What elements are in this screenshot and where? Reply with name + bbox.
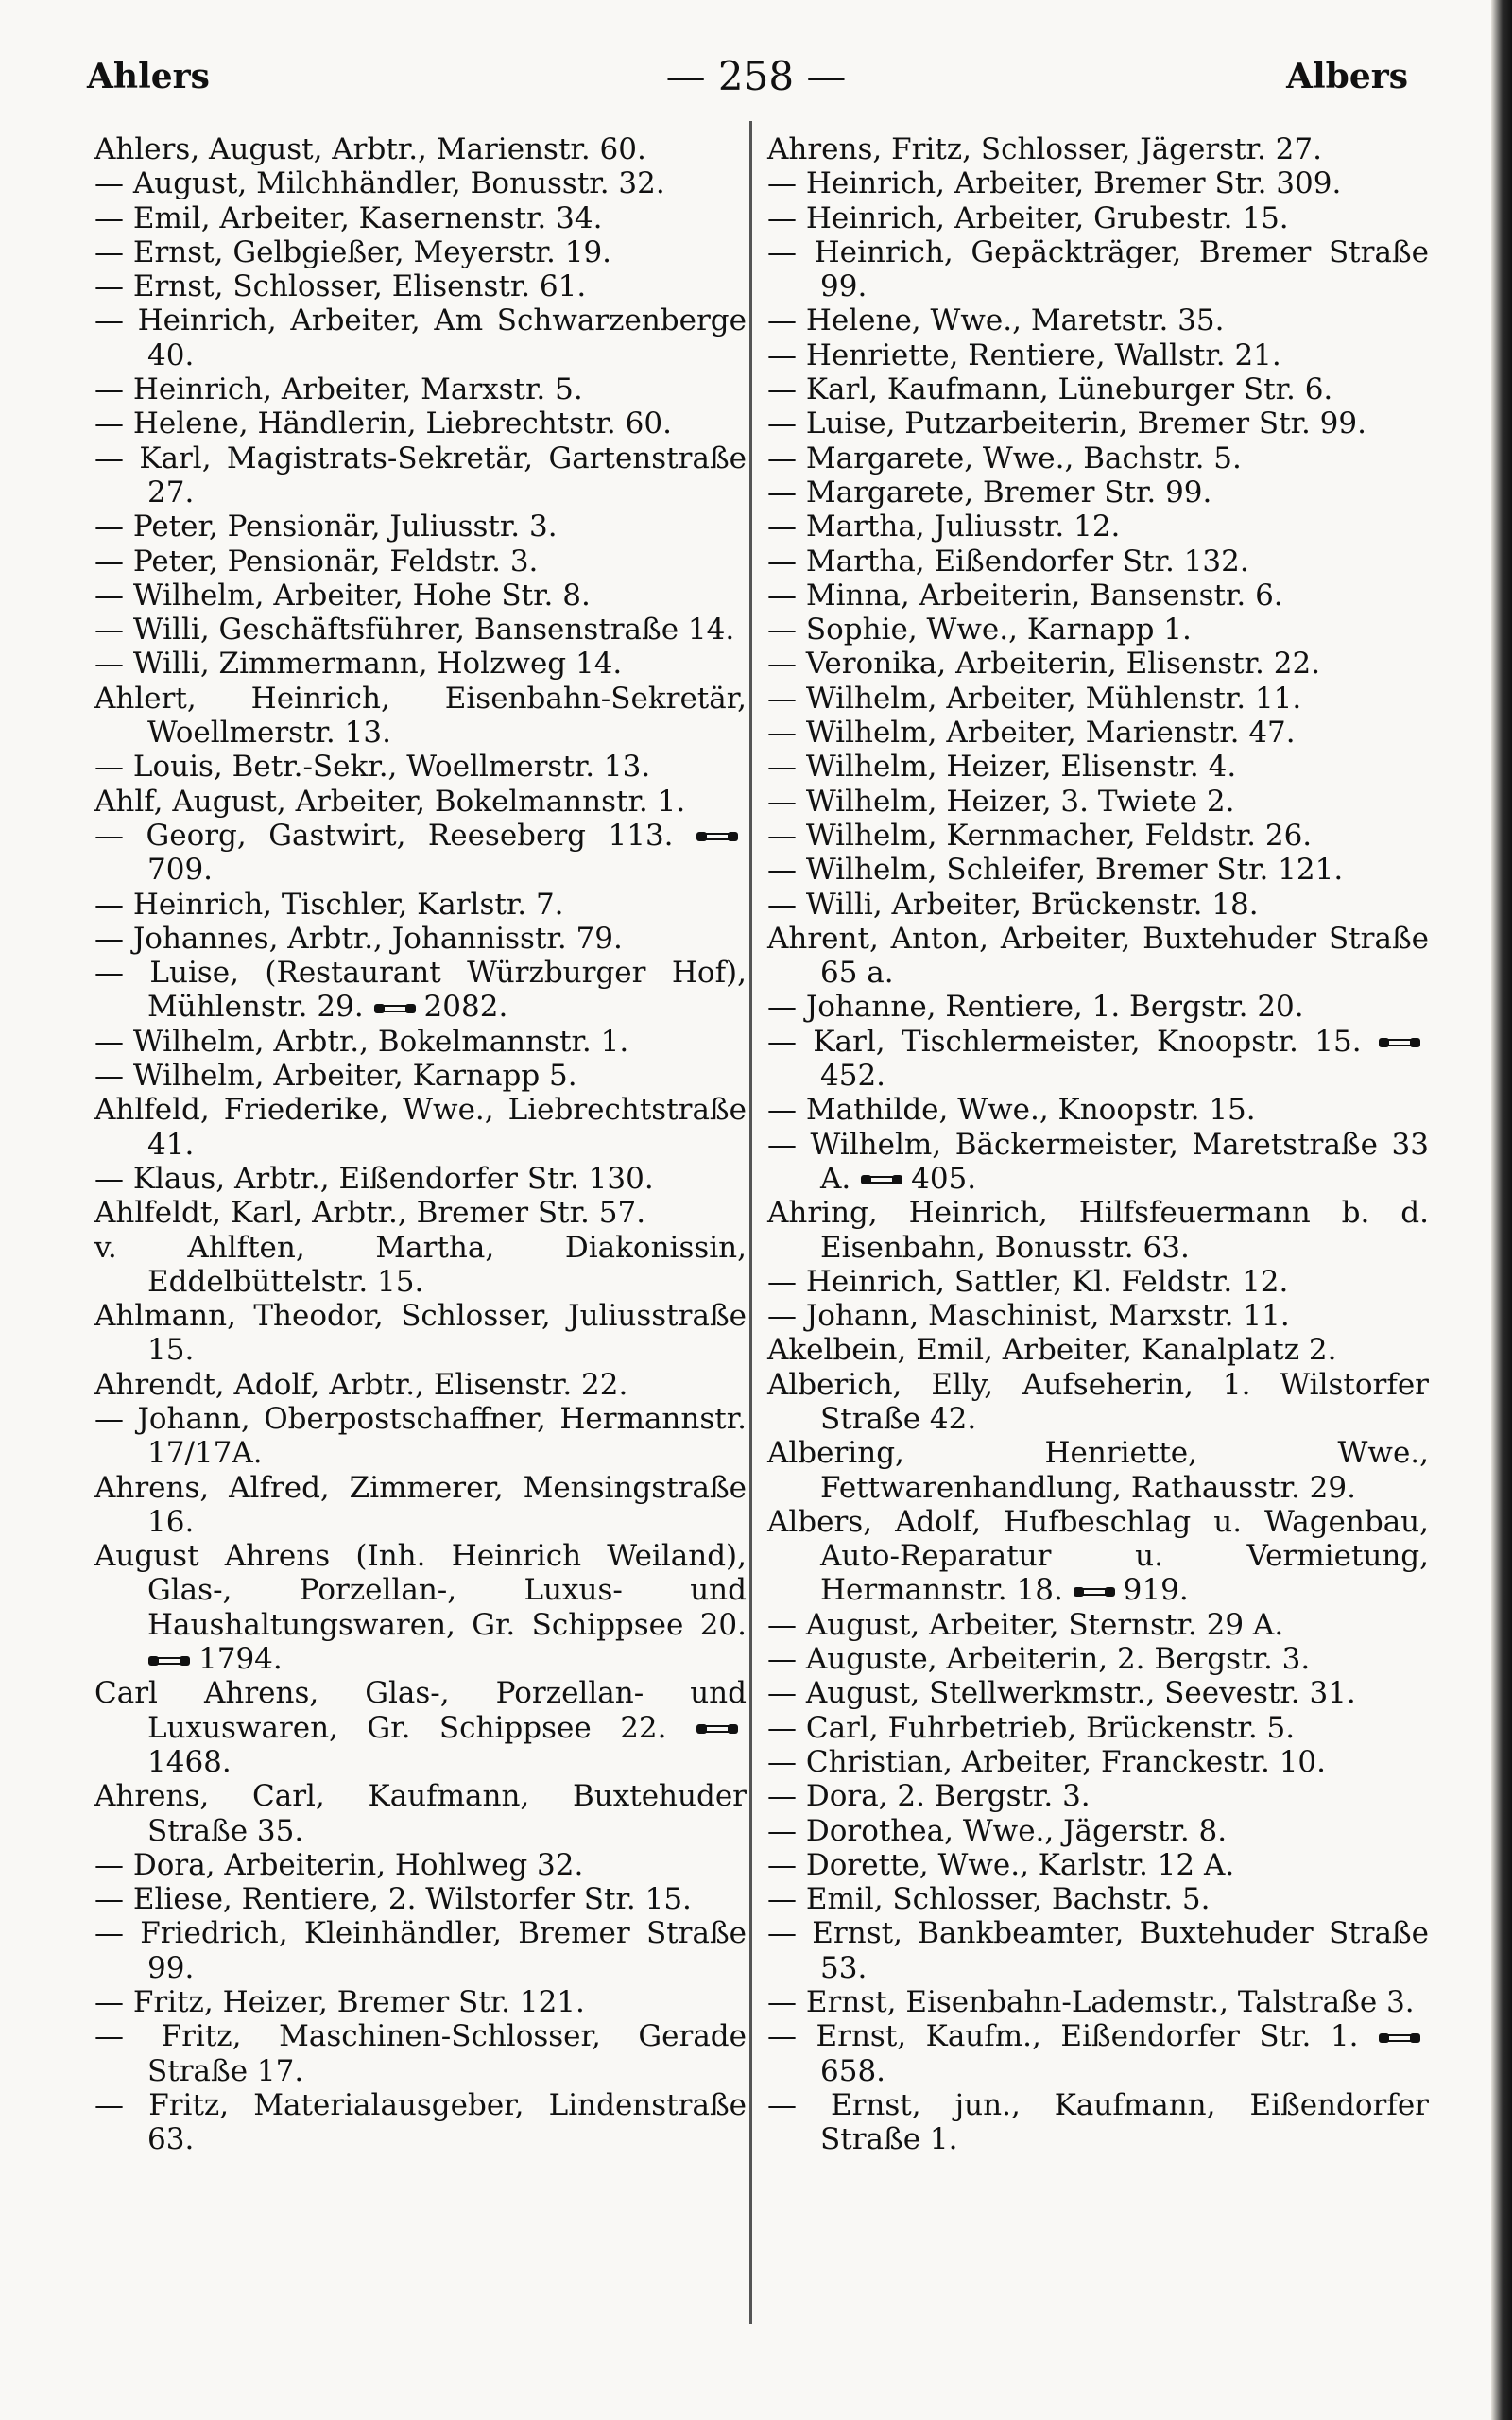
entry-text: Ahrens, Fritz, Schlosser, Jägerstr. 27.: [767, 132, 1322, 166]
directory-entry: [94, 647, 747, 681]
directory-entry: [94, 510, 747, 544]
entry-text: — Wilhelm, Arbtr., Bokelmannstr. 1.: [94, 1024, 629, 1059]
entry-text: — Wilhelm, Arbeiter, Hohe Str. 8.: [94, 578, 591, 613]
entry-text: Ahrent, Anton, Arbeiter, Buxtehuder Straße 65 a.: [767, 921, 1429, 991]
directory-entry: [767, 372, 1429, 406]
directory-entry: [94, 1196, 747, 1230]
directory-entry: [94, 1916, 747, 1985]
directory-entry: [94, 888, 747, 922]
entry-text: — August, Milchhändler, Bonusstr. 32.: [94, 166, 665, 201]
entry-text: — Sophie, Wwe., Karnapp 1.: [767, 613, 1192, 648]
entry-text: Ahlf, August, Arbeiter, Bokelmannstr. 1.: [94, 784, 686, 819]
directory-entry: [94, 922, 747, 956]
phone-number: 1468.: [147, 1744, 232, 1779]
directory-entry: [767, 1882, 1429, 1916]
entry-text: — Karl, Tischlermeister, Knoopstr. 15.: [767, 1024, 1362, 1059]
directory-entry: [767, 1745, 1429, 1779]
phone-number: 658.: [820, 2053, 886, 2088]
entry-text: — Friedrich, Kleinhändler, Bremer Straße 99.: [94, 1916, 747, 1985]
entry-text: — Wilhelm, Bäckermeister, Maretstraße 33 A.: [767, 1127, 1429, 1196]
directory-entry: [767, 1779, 1429, 1813]
entry-text: — Georg, Gastwirt, Reeseberg 113.: [94, 818, 674, 853]
page-edge-shadow: [1491, 0, 1512, 2420]
entry-text: Ahlfeldt, Karl, Arbtr., Bremer Str. 57.: [94, 1196, 646, 1231]
entry-text: — Johann, Maschinist, Marxstr. 11.: [767, 1299, 1290, 1334]
directory-entry: [94, 1676, 747, 1779]
phone-number: 1794.: [198, 1642, 283, 1677]
entry-text: — Ernst, Kaufm., Eißendorfer Str. 1.: [767, 2019, 1359, 2054]
right-guide-word: Albers: [1286, 57, 1408, 96]
directory-entry: [94, 441, 747, 510]
entry-text: — Henriette, Rentiere, Wallstr. 21.: [767, 337, 1281, 372]
entry-text: — Wilhelm, Schleifer, Bremer Str. 121.: [767, 853, 1344, 888]
directory-entry: [767, 132, 1429, 166]
entry-text: — Willi, Geschäftsführer, Bansenstraße 14.: [94, 613, 735, 648]
directory-entry: [767, 1711, 1429, 1745]
directory-entry: [94, 1882, 747, 1916]
directory-entry: [94, 682, 747, 751]
telephone-icon: [1378, 2031, 1421, 2046]
telephone-icon: [860, 1172, 903, 1187]
telephone-icon: [696, 829, 739, 844]
entry-text: v. Ahlften, Martha, Diakonissin, Eddelbüttelstr. 15.: [94, 1230, 747, 1299]
entry-text: — Ernst, Schlosser, Elisenstr. 61.: [94, 269, 587, 304]
entry-text: — Karl, Magistrats-Sekretär, Gartenstraße 27.: [94, 441, 747, 510]
phone-number: 452.: [820, 1059, 886, 1094]
directory-entry: [94, 956, 747, 1025]
directory-entry: [767, 1642, 1429, 1676]
directory-entry: [767, 1848, 1429, 1882]
directory-entry: [94, 406, 747, 441]
directory-entry: [767, 888, 1429, 922]
entry-text: — Luise, (Restaurant Würzburger Hof), Mühlenstr. 29.: [94, 956, 747, 1025]
directory-entry: [94, 132, 747, 166]
entry-text: — Willi, Arbeiter, Brückenstr. 18.: [767, 887, 1259, 922]
entry-text: Ahrens, Alfred, Zimmerer, Mensingstraße 16.: [94, 1470, 747, 1539]
entry-text: Albers, Adolf, Hufbeschlag u. Wagenbau, Auto-Reparatur u. Vermietung, Hermannstr. 18.: [767, 1504, 1429, 1608]
page-header: [0, 43, 1512, 110]
entry-text: Ahrens, Carl, Kaufmann, Buxtehuder Straße 35.: [94, 1779, 747, 1848]
entry-text: — Auguste, Arbeiterin, 2. Bergstr. 3.: [767, 1642, 1311, 1677]
directory-entry: [767, 1676, 1429, 1710]
entry-text: Ahlers, August, Arbtr., Marienstr. 60.: [94, 132, 646, 166]
entry-text: — Minna, Arbeiterin, Bansenstr. 6.: [767, 578, 1283, 613]
directory-entry: [94, 819, 747, 888]
directory-entry: [94, 1162, 747, 1196]
directory-entry: [767, 303, 1429, 337]
entry-text: — Mathilde, Wwe., Knoopstr. 15.: [767, 1093, 1256, 1128]
directory-entry: [767, 819, 1429, 853]
directory-entry: [767, 613, 1429, 647]
entry-text: — Heinrich, Arbeiter, Bremer Str. 309.: [767, 166, 1342, 201]
entry-text: — Ernst, Gelbgießer, Meyerstr. 19.: [94, 234, 612, 269]
entry-text: — Willi, Zimmermann, Holzweg 14.: [94, 647, 623, 682]
entry-text: — Helene, Händlerin, Liebrechtstr. 60.: [94, 406, 672, 441]
entry-text: Carl Ahrens, Glas-, Porzellan- und Luxuswaren, Gr. Schippsee 22.: [94, 1676, 747, 1745]
entry-text: — Fritz, Heizer, Bremer Str. 121.: [94, 1985, 585, 2020]
entry-text: — Veronika, Arbeiterin, Elisenstr. 22.: [767, 647, 1321, 682]
directory-entry: [767, 785, 1429, 819]
phone-number: 919.: [1123, 1573, 1189, 1608]
entry-text: Ahlert, Heinrich, Eisenbahn-Sekretär, Woellmerstr. 13.: [94, 681, 747, 751]
entry-text: Albering, Henriette, Wwe., Fettwarenhandlung, Rathausstr. 29.: [767, 1436, 1429, 1505]
entry-text: — Heinrich, Sattler, Kl. Feldstr. 12.: [767, 1264, 1289, 1299]
page-number: — 258 —: [665, 53, 847, 99]
entry-text: Ahlmann, Theodor, Schlosser, Juliusstraße 15.: [94, 1299, 747, 1368]
directory-entry: [94, 579, 747, 613]
directory-entry: [94, 1402, 747, 1471]
entry-text: — Martha, Juliusstr. 12.: [767, 510, 1121, 544]
directory-entry: [767, 1299, 1429, 1333]
directory-entry: [94, 1093, 747, 1162]
column-divider: [749, 121, 752, 2324]
entry-text: — Louis, Betr.-Sekr., Woellmerstr. 13.: [94, 750, 651, 785]
directory-entry: [94, 1299, 747, 1368]
entry-text: — August, Stellwerkmstr., Seevestr. 31.: [767, 1676, 1356, 1711]
directory-entry: [94, 613, 747, 647]
entry-text: — August, Arbeiter, Sternstr. 29 A.: [767, 1607, 1284, 1642]
left-column: [94, 132, 747, 2157]
directory-entry: [94, 544, 747, 579]
directory-entry: [94, 372, 747, 406]
entry-text: — Dorothea, Wwe., Jägerstr. 8.: [767, 1813, 1228, 1848]
directory-entry: [767, 1368, 1429, 1437]
directory-entry: [94, 2088, 747, 2157]
entry-text: August Ahrens (Inh. Heinrich Weiland), Glas-, Porzellan-, Luxus- und Haushaltungswaren, Gr. Schippsee 20.: [94, 1539, 747, 1642]
directory-entry: [767, 235, 1429, 304]
right-column: [767, 132, 1429, 2157]
directory-entry: [767, 990, 1429, 1024]
entry-text: — Heinrich, Gepäckträger, Bremer Straße 99.: [767, 234, 1429, 304]
left-guide-word: Ahlers: [87, 57, 210, 96]
phone-number: 709.: [147, 853, 214, 888]
directory-entry: [767, 2019, 1429, 2088]
entry-text: — Wilhelm, Arbeiter, Karnapp 5.: [94, 1059, 577, 1094]
directory-entry: [767, 853, 1429, 887]
entry-text: Ahrendt, Adolf, Arbtr., Elisenstr. 22.: [94, 1367, 628, 1402]
entry-text: — Carl, Fuhrbetrieb, Brückenstr. 5.: [767, 1710, 1296, 1745]
directory-entry: [94, 235, 747, 269]
directory-entry: [767, 475, 1429, 510]
directory-entry: [767, 1436, 1429, 1505]
entry-text: — Emil, Schlosser, Bachstr. 5.: [767, 1882, 1211, 1917]
entry-text: — Christian, Arbeiter, Franckestr. 10.: [767, 1744, 1326, 1779]
directory-entry: [767, 1265, 1429, 1299]
entry-text: — Klaus, Arbtr., Eißendorfer Str. 130.: [94, 1161, 654, 1196]
entry-text: Akelbein, Emil, Arbeiter, Kanalplatz 2.: [767, 1333, 1337, 1368]
directory-entry: [767, 579, 1429, 613]
entry-text: — Emil, Arbeiter, Kasernenstr. 34.: [94, 200, 603, 235]
directory-entry: [767, 716, 1429, 750]
directory-entry: [767, 682, 1429, 716]
directory-entry: [94, 1848, 747, 1882]
entry-text: — Heinrich, Arbeiter, Grubestr. 15.: [767, 200, 1289, 235]
directory-entry: [767, 1196, 1429, 1265]
entry-text: Ahring, Heinrich, Hilfsfeuermann b. d. Eisenbahn, Bonusstr. 63.: [767, 1196, 1429, 1265]
telephone-icon: [1378, 1035, 1421, 1050]
entry-text: — Fritz, Materialausgeber, Lindenstraße 63.: [94, 2087, 747, 2157]
directory-entry: [767, 922, 1429, 991]
entry-text: — Wilhelm, Heizer, 3. Twiete 2.: [767, 784, 1235, 819]
directory-entry: [94, 1985, 747, 2019]
directory-entry: [767, 406, 1429, 441]
entry-text: — Karl, Kaufmann, Lüneburger Str. 6.: [767, 372, 1333, 407]
entry-text: — Martha, Eißendorfer Str. 132.: [767, 544, 1249, 579]
directory-entry: [767, 1814, 1429, 1848]
entry-text: Alberich, Elly, Aufseherin, 1. Wilstorfer Straße 42.: [767, 1367, 1429, 1436]
entry-text: — Wilhelm, Arbeiter, Mühlenstr. 11.: [767, 681, 1302, 716]
directory-entry: [94, 201, 747, 235]
phone-number: 2082.: [423, 990, 508, 1025]
directory-entry: [94, 1059, 747, 1093]
entry-text: — Ernst, Eisenbahn-Lademstr., Talstraße 3.: [767, 1985, 1415, 2020]
directory-entry: [767, 166, 1429, 200]
telephone-icon: [1073, 1584, 1116, 1599]
entry-text: — Johannes, Arbtr., Johannisstr. 79.: [94, 921, 623, 956]
entry-text: — Johann, Oberpostschaffner, Hermannstr. 17/17A.: [94, 1401, 747, 1471]
entry-text: — Margarete, Bremer Str. 99.: [767, 475, 1212, 510]
phone-number: 405.: [911, 1161, 977, 1196]
telephone-icon: [373, 1001, 417, 1016]
directory-entry: [94, 1368, 747, 1402]
entry-text: — Dora, Arbeiterin, Hohlweg 32.: [94, 1847, 584, 1882]
entry-text: — Dorette, Wwe., Karlstr. 12 A.: [767, 1847, 1235, 1882]
directory-entry: [767, 201, 1429, 235]
directory-entry: [767, 1128, 1429, 1197]
entry-text: — Johanne, Rentiere, 1. Bergstr. 20.: [767, 990, 1304, 1025]
directory-entry: [767, 1608, 1429, 1642]
directory-entry: [94, 1779, 747, 1848]
entry-text: — Fritz, Maschinen-Schlosser, Gerade Straße 17.: [94, 2019, 747, 2088]
directory-entry: [767, 544, 1429, 579]
directory-entry: [767, 1916, 1429, 1985]
entry-text: — Wilhelm, Kernmacher, Feldstr. 26.: [767, 818, 1313, 853]
entry-text: — Dora, 2. Bergstr. 3.: [767, 1779, 1091, 1814]
directory-entry: [767, 2088, 1429, 2157]
entry-text: — Ernst, jun., Kaufmann, Eißendorfer Straße 1.: [767, 2087, 1429, 2157]
entry-text: — Luise, Putzarbeiterin, Bremer Str. 99.: [767, 406, 1366, 441]
directory-entry: [767, 750, 1429, 784]
directory-entry: [94, 2019, 747, 2088]
directory-entry: [94, 1025, 747, 1059]
directory-entry: [767, 1505, 1429, 1608]
entry-text: — Margarete, Wwe., Bachstr. 5.: [767, 441, 1242, 475]
telephone-icon: [147, 1653, 191, 1668]
entry-text: — Heinrich, Tischler, Karlstr. 7.: [94, 887, 564, 922]
entry-text: — Heinrich, Arbeiter, Marxstr. 5.: [94, 372, 583, 407]
directory-entry: [767, 1985, 1429, 2019]
directory-entry: [94, 785, 747, 819]
directory-entry: [767, 1333, 1429, 1367]
entry-text: — Helene, Wwe., Maretstr. 35.: [767, 303, 1225, 338]
directory-entry: [767, 1093, 1429, 1127]
directory-entry: [94, 303, 747, 372]
telephone-icon: [696, 1721, 739, 1737]
entry-text: Ahlfeld, Friederike, Wwe., Liebrechtstraße 41.: [94, 1093, 747, 1162]
directory-entry: [767, 510, 1429, 544]
entry-text: — Wilhelm, Arbeiter, Marienstr. 47.: [767, 716, 1296, 751]
directory-entry: [94, 750, 747, 784]
directory-entry: [94, 1539, 747, 1676]
entry-text: — Eliese, Rentiere, 2. Wilstorfer Str. 15.: [94, 1882, 692, 1917]
directory-entry: [94, 166, 747, 200]
directory-entry: [767, 1025, 1429, 1094]
entry-text: — Wilhelm, Heizer, Elisenstr. 4.: [767, 750, 1237, 785]
directory-entry: [767, 441, 1429, 475]
entry-text: — Heinrich, Arbeiter, Am Schwarzenberge 40.: [94, 303, 747, 372]
directory-entry: [767, 647, 1429, 681]
entry-text: — Peter, Pensionär, Feldstr. 3.: [94, 544, 539, 579]
directory-entry: [94, 1471, 747, 1540]
directory-entry: [94, 269, 747, 303]
directory-entry: [767, 338, 1429, 372]
entry-text: — Peter, Pensionär, Juliusstr. 3.: [94, 510, 558, 544]
directory-entry: [94, 1231, 747, 1300]
entry-text: — Ernst, Bankbeamter, Buxtehuder Straße 53.: [767, 1916, 1429, 1985]
